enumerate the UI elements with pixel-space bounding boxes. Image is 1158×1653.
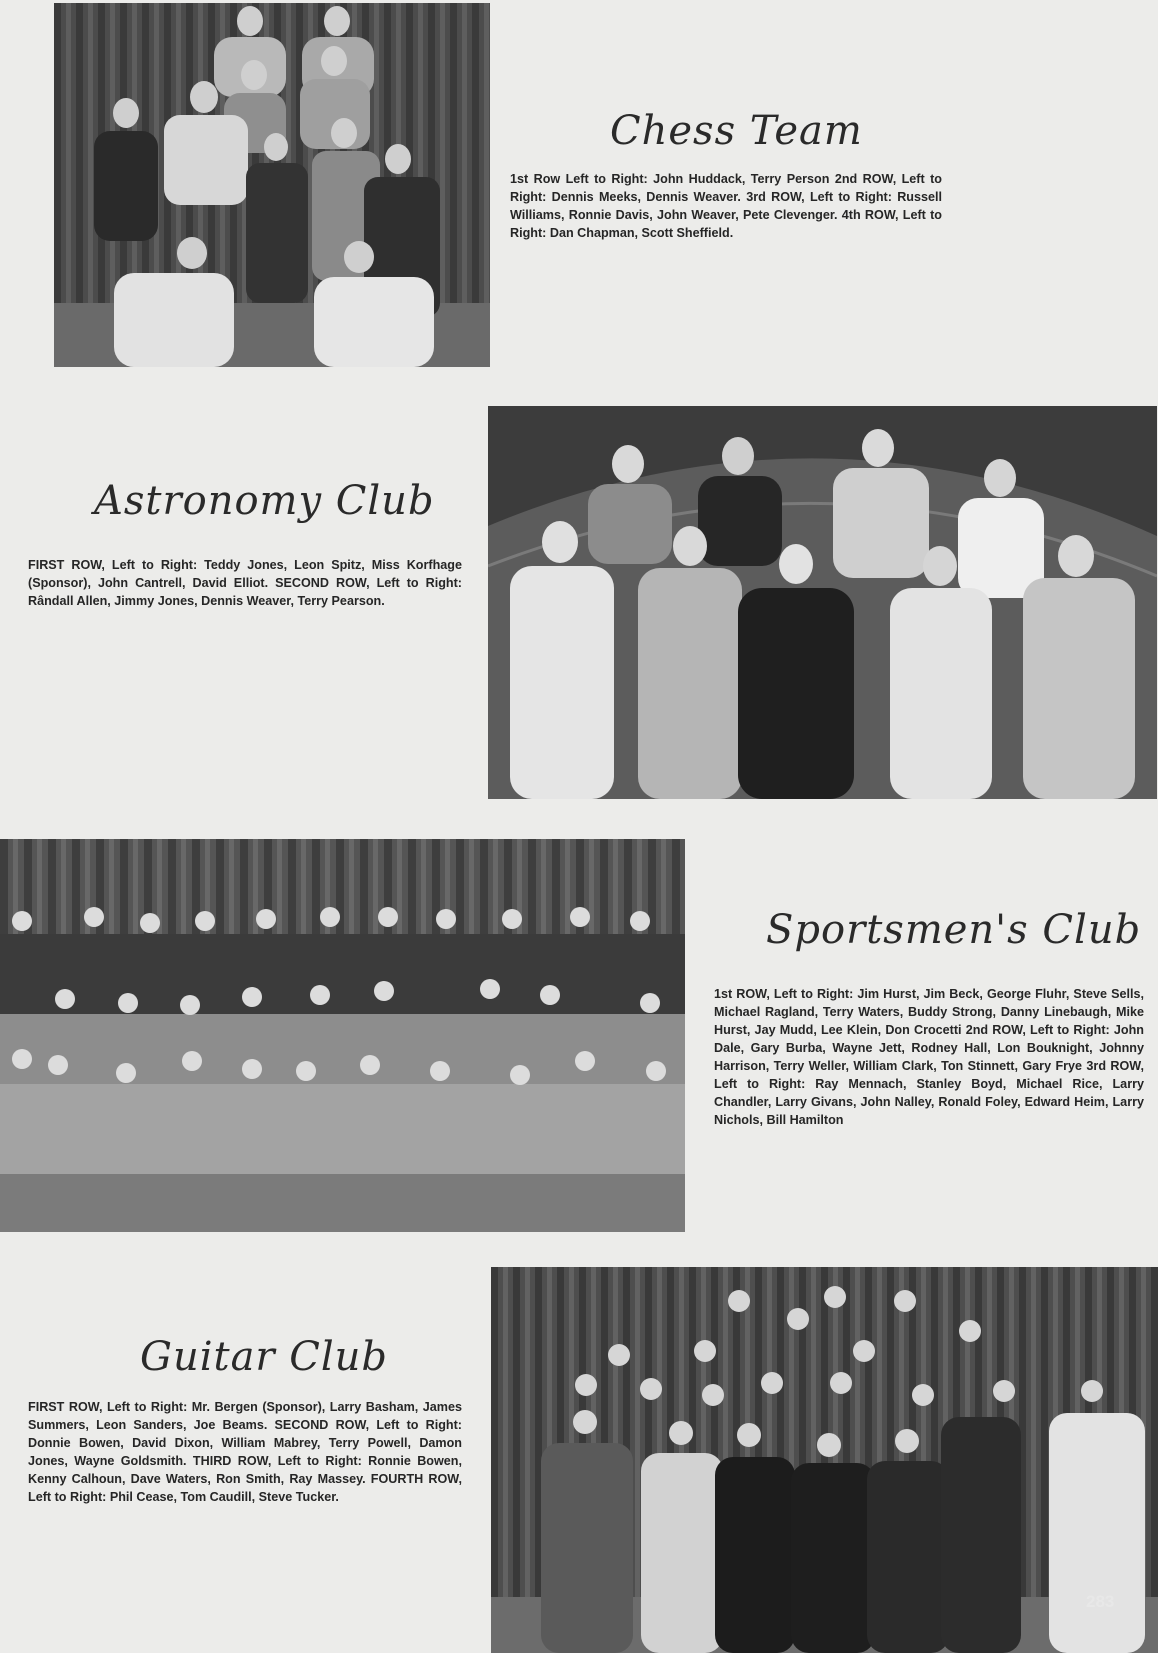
guitar-club-photo [491, 1267, 1158, 1653]
astronomy-club-caption: FIRST ROW, Left to Right: Teddy Jones, Leon Spitz, Miss Korfhage (Sponsor), John Cantrell, David Elliot. SECOND ROW, Left to Right: Rândall Allen, Jimmy Jones, Dennis Weaver, Terry Pearson. [28, 558, 462, 608]
sportsmens-club-photo [0, 839, 685, 1232]
astronomy-club-title: Astronomy Club [94, 478, 435, 524]
guitar-club-title: Guitar Club [140, 1334, 389, 1380]
chess-team-caption: 1st Row Left to Right: John Huddack, Terry Person 2nd ROW, Left to Right: Dennis Meeks, Dennis Weaver. 3rd ROW, Left to Right: Russell Williams, Ronnie Davis, John Weaver, Pete Clevenger. 4th ROW, Left to Right: Dan Chapman, Scott Sheffield. [510, 172, 942, 240]
page-number: 283 [1086, 1592, 1115, 1611]
sportsmens-club-caption: 1st ROW, Left to Right: Jim Hurst, Jim Beck, George Fluhr, Steve Sells, Michael Ragland, Terry Waters, Buddy Strong, Danny Linebaugh, Mike Hurst, Jay Mudd, Lee Klein, Don Crocetti 2nd ROW, Left to Right: John Dale, Gary Burba, Wayne Jett, Rodney Hall, Lon Bouknight, Johnny Harrison, Terry Weller, William Clark, Ton Stinnett, Gary Frye 3rd ROW, Left to Right: Ray Mennach, Stanley Boyd, Michael Rice, Larry Chandler, Larry Givans, John Nalley, Ronald Foley, Edward Heim, Larry Nichols, Bill Hamilton [714, 987, 1144, 1127]
sportsmens-club-title: Sportsmen's Club [766, 907, 1142, 953]
chess-team-photo [54, 3, 490, 367]
guitar-club-caption: FIRST ROW, Left to Right: Mr. Bergen (Sponsor), Larry Basham, James Summers, Leon Sanders, Joe Beams. SECOND ROW, Left to Right: Donnie Bowen, David Dixon, William Mabrey, Terry Powell, Damon Jones, Wayne Goldsmith. THIRD ROW, Left to Right: Ronnie Bowen, Kenny Calhoun, Dave Waters, Ron Smith, Ray Massey. FOURTH ROW, Left to Right: Phil Cease, Tom Caudill, Steve Tucker. [28, 1400, 462, 1504]
chess-team-title: Chess Team [610, 108, 863, 154]
astronomy-club-photo [488, 406, 1157, 799]
